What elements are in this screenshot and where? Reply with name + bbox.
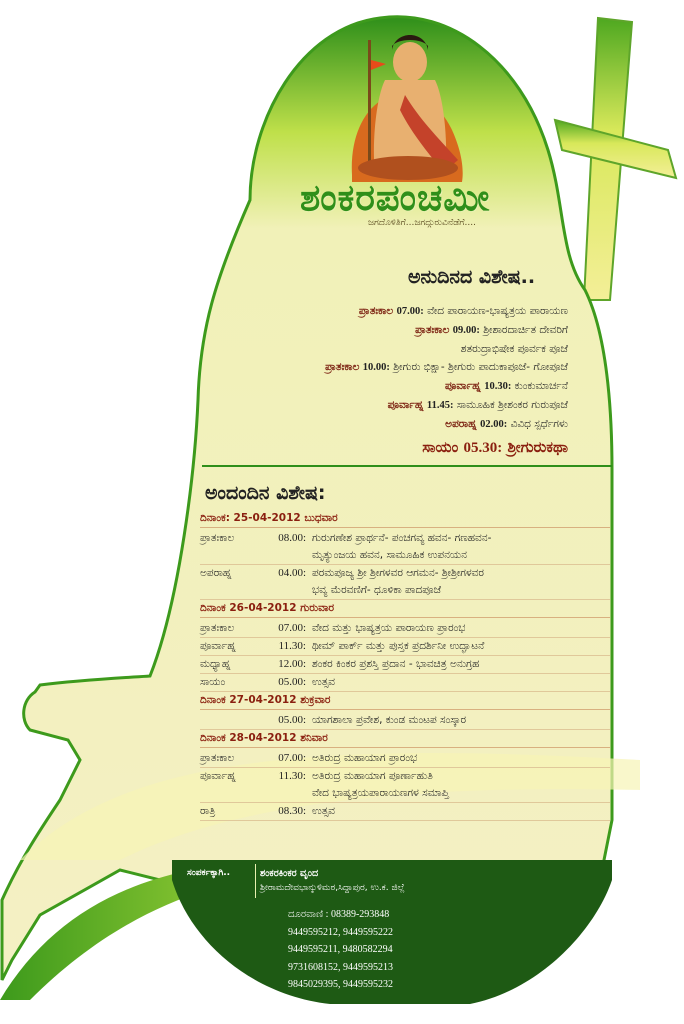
event-row: ವೇದ ಭಾಷ್ಯತ್ರಯಪಾರಾಯಣಗಳ ಸಮಾಪ್ತಿ [200,785,610,803]
event-row: 05.00: ಯಾಗಶಾಲಾ ಪ್ರವೇಶ, ಕುಂಡ ಮಂಟಪ ಸಂಸ್ಕಾರ [200,712,610,730]
phone-line: 9449595211, 9480582294 [288,944,393,955]
section-divider [202,465,612,467]
daily-row: ಪೂರ್ವಾಹ್ನ 11.45: ಸಾಮೂಹಿಕ ಶ್ರೀಶಂಕರ ಗುರುಪೂಜೆ [387,399,568,411]
daily-row: ಶತರುದ್ರಾಭಿಷೇಕ ಪೂರ್ವಕ ಪೂಜೆ [460,343,568,355]
event-row: ಮೃತ್ಯುಂಜಯ ಹವನ, ಸಾಮೂಹಿಕ ಉಪನಯನ [200,547,610,565]
daily-schedule [200,302,568,459]
date-header: ದಿನಾಂಕ 27-04-2012 ಶುಕ್ರವಾರ [200,692,610,710]
event-row: ಪ್ರಾತಃಕಾಲ 08.00: ಗುರುಗಣೇಶ ಪ್ರಾರ್ಥನೆ- ಪಂಚಗವ್ಯ ಹವನ- ಗಣಹವನ- [200,532,492,544]
date-header: ದಿನಾಂಕ 26-04-2012 ಗುರುವಾರ [200,600,610,618]
daily-row: ಪ್ರಾತಃಕಾಲ 09.00: ಶ್ರೀಶಾರದಾರ್ಚಿತ ದೇವರಿಗೆ [415,324,568,336]
event-row: ಪೂರ್ವಾಹ್ನ 11.30: ಥೀಮ್ ಪಾರ್ಕ್ ಮತ್ತು ಪುಸ್ತಕ ಪ್ರದರ್ಶಿನೀ ಉದ್ಘಾಟನೆ [200,638,610,656]
schedule-heading: ಅಂದಂದಿನ ವಿಶೇಷ: [205,482,326,504]
phone-line: 9731608152, 9449595213 [288,961,393,973]
organization-name: ಶಂಕರಕಿಂಕರ ವೃಂದ [260,868,319,879]
event-row: ಪ್ರಾತಃಕಾಲ 07.00: ವೇದ ಮತ್ತು ಭಾಷ್ಯತ್ರಯ ಪಾರಾಯಣ ಪ್ರಾರಂಭ [200,620,610,638]
event-row: ರಾತ್ರಿ 08.30: ಉತ್ಸವ [200,803,610,821]
phone-line: 9845029395, 9449595232 [288,979,393,990]
event-row: ಭವ್ಯ ಮೆರವಣಿಗೆ- ಧೂಳಿಕಾ ಪಾದಪೂಜೆ [200,582,610,600]
footer-divider [255,864,256,898]
daily-row: ಅಪರಾಹ್ನ 02.00: ವಿವಿಧ ಸ್ಪರ್ಧೆಗಳು [445,418,568,430]
dated-schedule [200,510,610,821]
organization-address: ಶ್ರೀರಾಮದೇವಭಾನ್ಕುಳಿಮಠ,ಸಿದ್ದಾಪುರ, ಉ.ಕ. ಜಿಲ್ಲೆ [260,883,405,893]
event-row: ಪ್ರಾತಃಕಾಲ 07.00: ಅತಿರುದ್ರ ಮಹಾಯಾಗ ಪ್ರಾರಂಭ [200,750,610,768]
page-title: ಶಂಕರಪಂಚಮೀ [300,176,491,219]
date-header: ದಿನಾಂಕ: 25-04-2012 ಬುಧವಾರ [200,510,610,528]
event-row: ಸಾಯಂ 05.00: ಉತ್ಸವ [200,674,610,692]
phone-list [288,906,393,994]
daily-row-highlight: ಸಾಯಂ 05.30: ಶ್ರೀಗುರುಕಥಾ [422,438,568,456]
daily-row: ಪೂರ್ವಾಹ್ನ 10.30: ಕುಂಕುಮಾರ್ಚನೆ [444,380,568,392]
daily-heading: ಅನುದಿನದ ವಿಶೇಷ.. [408,266,536,288]
phone-line: 9449595212, 9449595222 [288,926,393,938]
contact-label: ಸಂಪರ್ಕಕ್ಕಾಗಿ.. [187,868,231,878]
event-row: ಮಧ್ಯಾಹ್ನ 12.00: ಶಂಕರ ಕಿಂಕರ ಪ್ರಶಸ್ತಿ ಪ್ರದಾನ - ಭಾವಚಿತ್ರ ಅನುಗ್ರಹ [200,656,610,674]
event-row: ಅಪರಾಹ್ನ 04.00: ಪರಮಪೂಜ್ಯ ಶ್ರೀ ಶ್ರೀಗಳವರ ಆಗಮನ- ಶ್ರೀಶ್ರೀಗಳವರ [200,567,484,579]
phone-line: ದೂರವಾಣಿ : 08389-293848 [288,909,390,920]
event-row: ಪೂರ್ವಾಹ್ನ 11.30: ಅತಿರುದ್ರ ಮಹಾಯಾಗ ಪೂರ್ಣಾಹುತಿ [200,770,433,782]
tagline: ಜಗದೊಳಿತಿಗೆ...ಜಗದ್ಗುರುವಿನೆಡೆಗೆ.... [368,218,476,228]
daily-row: ಪ್ರಾತಃಕಾಲ 07.00: ವೇದ ಪಾರಾಯಣ-ಭಾಷ್ಯತ್ರಯ ಪಾರಾಯಣ [358,305,568,317]
daily-row: ಪ್ರಾತಃಕಾಲ 10.00: ಶ್ರೀಗುರು ಭಿಕ್ಷಾ- ಶ್ರೀಗುರು ಪಾದುಕಾಪೂಜೆ- ಗೋಪೂಜೆ [325,361,568,373]
date-header: ದಿನಾಂಕ 28-04-2012 ಶನಿವಾರ [200,730,610,748]
